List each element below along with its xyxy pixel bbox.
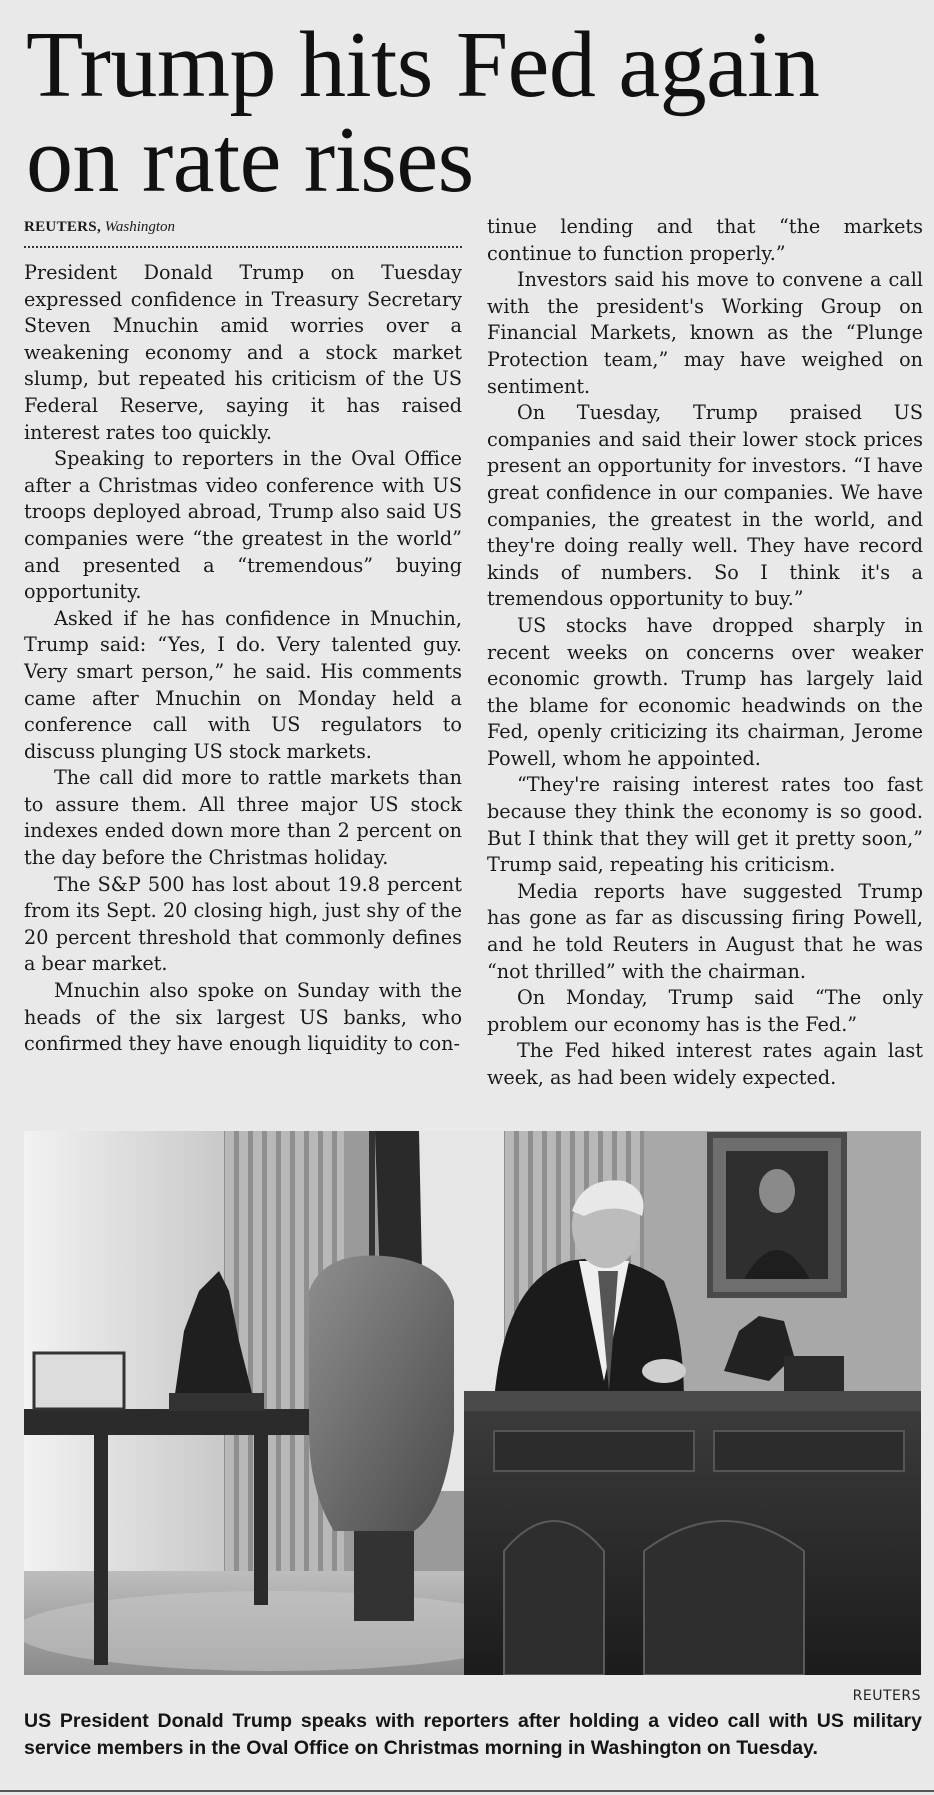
article-paragraph: The S&P 500 has lost about 19.8 percent from its Sept. 20 closing high, just shy of the 20 percent threshold that commonly defines a bear market. bbox=[24, 872, 462, 976]
desk-top-edge bbox=[464, 1391, 921, 1411]
side-table-leg-left bbox=[94, 1435, 108, 1665]
article-paragraph: Asked if he has confidence in Mnuchin, Trump said: “Yes, I do. Very talented guy. Very smart person,” he said. His comments came after Mnuchin on Monday held a conference call with US regulators to discuss plunging US stock markets. bbox=[24, 606, 462, 763]
byline-dateline: Washington bbox=[104, 219, 176, 235]
article-paragraph: Media reports have suggested Trump has gone as far as discussing firing Powell, and he told Reuters in August that he was “not thrilled” with the chairman. bbox=[487, 879, 923, 983]
news-photo bbox=[24, 1131, 921, 1675]
article-column-left bbox=[24, 218, 462, 1058]
article-paragraph: The call did more to rattle markets than to assure them. All three major US stock indexes ended down more than 2 percent on the day before the Christmas holiday. bbox=[24, 766, 462, 870]
article-paragraph: Investors said his move to convene a call with the president's Working Group on Financial Markets, known as the “Plunge Protection team,” may have weighed on sentiment. bbox=[487, 268, 923, 398]
article-paragraph: US stocks have dropped sharply in recent weeks on concerns over weaker economic growth. Trump has largely laid the blame for economic headwinds on the Fed, openly criticizing its chairman, Jerome Powell, whom he appointed. bbox=[487, 613, 923, 770]
headline-line-1: Trump hits Fed again bbox=[26, 13, 820, 117]
article-paragraph: Speaking to reporters in the Oval Office after a Christmas video conference with US troops deployed abroad, Trump also said US companies were “the greatest in the world” and presented a “tremendous” buying opportunity. bbox=[24, 447, 462, 604]
portrait-face bbox=[759, 1169, 795, 1213]
statue-base bbox=[169, 1393, 264, 1411]
desk-phone bbox=[784, 1356, 844, 1391]
bottom-rule bbox=[0, 1790, 934, 1792]
article-paragraph: tinue lending and that “the markets continue to function properly.” bbox=[487, 215, 923, 265]
byline-agency: REUTERS, bbox=[24, 219, 102, 235]
oval-office-photo-illustration bbox=[24, 1131, 921, 1675]
article-paragraph: On Monday, Trump said “The only problem our economy has is the Fed.” bbox=[487, 986, 923, 1036]
photo-credit: REUTERS bbox=[852, 1688, 921, 1704]
desk-arch-panel-left bbox=[504, 1521, 604, 1675]
article-paragraph: President Donald Trump on Tuesday expressed confidence in Treasury Secretary Steven Mnuchin amid worries over a weakening economy and a stock market slump, but repeated his criticism of the US Federal Reserve, saying it has raised interest rates too quickly. bbox=[24, 261, 462, 444]
desk-carved-panel-top-right bbox=[714, 1431, 904, 1471]
side-table-leg-right bbox=[254, 1435, 268, 1605]
article-paragraph: Mnuchin also spoke on Sunday with the heads of the six largest US banks, who confirmed they have enough liquidity to con- bbox=[24, 979, 462, 1056]
photo-caption: US President Donald Trump speaks with reporters after holding a video call with US military service members in the Oval Office on Christmas morning in Washington on Tuesday. bbox=[24, 1710, 922, 1759]
desk-arch-panel-right bbox=[644, 1521, 804, 1675]
leather-chair bbox=[309, 1255, 454, 1531]
article-paragraph: On Tuesday, Trump praised US companies and said their lower stock prices present an opportunity for investors. “I have great confidence in our companies. We have companies, the greatest in the world, and they're doing really well. They have record kinds of numbers. So I think it's a tremendous opportunity to buy.” bbox=[487, 401, 923, 611]
article-column-right bbox=[487, 214, 923, 1092]
headline bbox=[26, 13, 926, 212]
article-paragraph: “They're raising interest rates too fast because they think the economy is so good. But I think that they will get it pretty soon,” Trump said, repeating his criticism. bbox=[487, 773, 923, 877]
side-table-top bbox=[24, 1409, 324, 1435]
coin-display bbox=[34, 1353, 124, 1409]
byline bbox=[24, 218, 462, 236]
dotted-rule bbox=[24, 246, 462, 248]
desk-carved-panel-top bbox=[494, 1431, 694, 1471]
person-hands bbox=[642, 1359, 686, 1383]
chair-base bbox=[354, 1531, 414, 1621]
article-paragraph: The Fed hiked interest rates again last week, as had been widely expected. bbox=[487, 1039, 923, 1089]
headline-line-2: on rate rises bbox=[26, 108, 474, 212]
